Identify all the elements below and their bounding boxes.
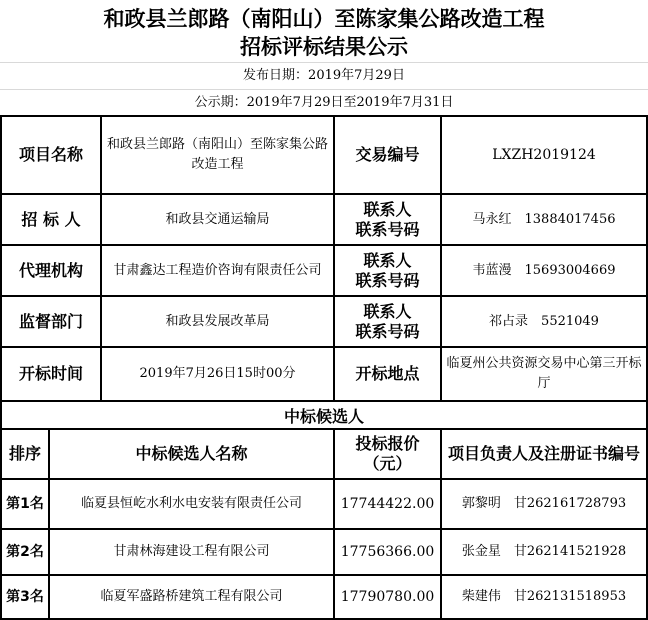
trade-no-label: 交易编号	[355, 145, 420, 164]
candidates-section-title: 中标候选人	[283, 406, 364, 426]
project-name-value: 和政县兰郎路（南阳山）至陈家集公路改造工程	[106, 137, 328, 172]
open-place-value: 临夏州公共资源交易中心第三开标厅	[446, 356, 642, 391]
agency-contact-value: 韦蓝漫 15693004669	[472, 262, 616, 278]
notice-title-line2: 招标评标结果公示	[240, 35, 408, 59]
project-name-label: 项目名称	[18, 145, 83, 164]
candidate-price: 17744422.00	[340, 496, 435, 512]
supervisor-contact-value: 祁占录 5521049	[489, 313, 599, 329]
tenderer-contact-value: 马永红 13884017456	[472, 211, 616, 227]
col-rank-header: 排序	[8, 444, 41, 463]
col-name-header: 中标候选人名称	[135, 444, 248, 463]
candidate-name: 临夏县恒屹水利水电安装有限责任公司	[80, 496, 302, 511]
col-price-header: 投标报价 （元）	[355, 434, 420, 473]
candidate-name: 临夏军盛路桥建筑工程有限公司	[100, 589, 283, 604]
trade-no-value: LXZH2019124	[492, 147, 596, 163]
supervisor-contact-label: 联系人 联系号码	[355, 301, 420, 341]
notice-period: 公示期：2019年7月29日至2019年7月31日	[0, 89, 648, 115]
col-manager-header: 项目负责人及注册证书编号	[447, 444, 640, 463]
supervisor-value: 和政县发展改革局	[165, 313, 270, 329]
publish-date: 发布日期：2019年7月29日	[0, 62, 648, 89]
agency-label: 代理机构	[18, 260, 83, 280]
open-place-label: 开标地点	[355, 364, 420, 383]
candidate-price: 17790780.00	[340, 589, 435, 605]
agency-contact-label: 联系人 联系号码	[355, 250, 420, 290]
candidate-name: 甘肃林海建设工程有限公司	[113, 544, 270, 559]
notice-title-line1: 和政县兰郎路（南阳山）至陈家集公路改造工程	[103, 7, 545, 31]
tenderer-label: 招 标 人	[21, 209, 81, 229]
candidate-manager: 张金星 甘262141521928	[461, 544, 627, 559]
candidate-manager: 郭黎明 甘262161728793	[461, 496, 627, 511]
supervisor-label: 监督部门	[18, 311, 83, 331]
open-time-label: 开标时间	[18, 364, 83, 383]
agency-value: 甘肃鑫达工程造价咨询有限责任公司	[113, 262, 322, 278]
candidate-rank: 第1名	[6, 496, 44, 512]
candidate-rank: 第3名	[6, 589, 44, 605]
candidate-manager: 柴建伟 甘262131518953	[461, 589, 627, 604]
candidate-rank: 第2名	[6, 544, 44, 560]
candidate-price: 17756366.00	[340, 544, 435, 560]
tenderer-value: 和政县交通运输局	[165, 211, 270, 227]
open-time-value: 2019年7月26日15时00分	[139, 366, 296, 381]
tenderer-contact-label: 联系人 联系号码	[355, 199, 420, 239]
